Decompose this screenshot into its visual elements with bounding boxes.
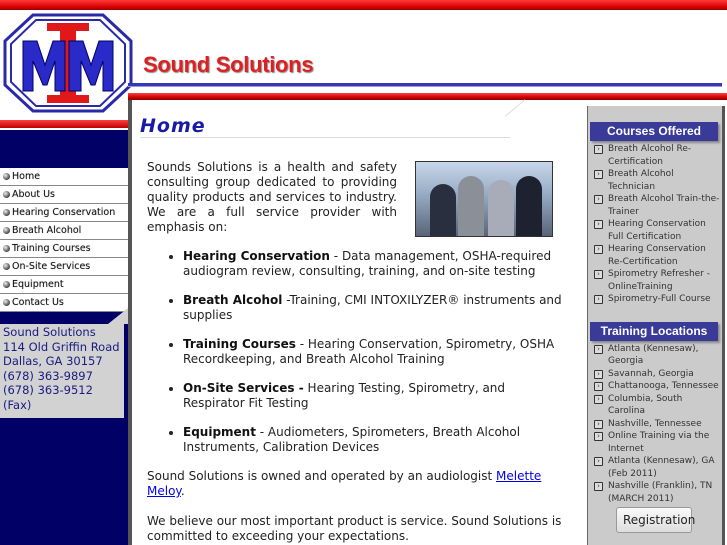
nav-label: On-Site Services [12,261,91,272]
service-item [183,425,565,455]
arrow-icon: › [594,420,603,429]
arrow-icon: › [594,295,603,304]
service-title: Breath Alcohol [183,293,283,307]
arrow-icon: › [594,170,603,179]
service-desc: - Data management, OSHA-required audiogram review, consulting, training, and on-site testing [183,249,552,278]
header-blue-rule [128,83,722,87]
service-item [183,337,565,367]
title-underline [140,137,510,138]
owner-suffix: . [180,484,185,498]
bullet-icon [3,227,10,234]
service-title: Training Courses [183,337,296,351]
nav-item-training-courses[interactable] [0,240,128,258]
owner-text [147,469,565,499]
course-link[interactable] [592,193,722,218]
course-link[interactable] [592,218,722,243]
bullet-icon [3,263,10,270]
contact-address [0,324,124,418]
right-sidebar [587,106,725,545]
arrow-icon: › [594,270,603,279]
service-item [183,249,565,279]
service-title: Hearing Conservation [183,249,330,263]
arrow-icon: › [594,195,603,204]
course-label: Breath Alcohol Re-Certification [608,144,692,167]
header-red-rule [128,93,727,100]
address-line: Sound Solutions [3,325,96,339]
brand-name: Sound Solutions [143,52,314,77]
main-content [147,158,565,544]
service-title: Equipment [183,425,256,439]
bullet-icon [3,173,10,180]
left-sidebar-edge [128,100,132,545]
locations-list [592,343,722,506]
course-link[interactable] [592,143,722,168]
address-line: Dallas, GA 30157 [3,354,103,369]
bullet-icon [3,191,10,198]
service-item [183,293,565,323]
location-label: Nashville (Franklin), TN (MARCH 2011) [608,481,713,504]
location-link[interactable] [592,430,722,455]
arrow-icon: › [594,382,603,391]
course-label: Breath Alcohol Technician [608,169,674,192]
training-locations-heading: Training Locations [590,322,718,341]
team-photo [415,161,553,237]
nav-label: Hearing Conservation [12,207,116,218]
main-nav [0,168,128,312]
location-link[interactable] [592,455,722,480]
course-link[interactable] [592,268,722,293]
location-label: Savannah, Georgia [608,368,694,379]
services-list [147,249,565,455]
service-item [183,381,565,411]
arrow-icon: › [594,145,603,154]
nav-item-hearing-conservation[interactable] [0,204,128,222]
arrow-icon: › [594,370,603,379]
belief-text: We believe our most important product is service. Sound Solutions is committed to exceeding your expectations. [147,514,562,543]
courses-offered-heading: Courses Offered [590,122,718,141]
service-title: On-Site Services - [183,381,304,395]
address-line: 114 Old Griffin Road [3,339,120,354]
bullet-icon [3,281,10,288]
nav-item-equipment[interactable] [0,276,128,294]
fax-label: (Fax) [3,397,32,412]
title-underline-slant [505,99,526,116]
nav-label: Training Courses [12,243,91,254]
nav-label: Equipment [12,279,64,290]
arrow-icon: › [594,220,603,229]
nav-item-home[interactable] [0,168,128,186]
bullet-icon [3,299,10,306]
arrow-icon: › [594,345,603,354]
location-label: Columbia, South Carolina [608,393,683,416]
arrow-icon: › [594,482,603,491]
service-desc: Hearing Testing, Spirometry, and Respirator Fit Testing [183,381,506,410]
service-desc: -Training, CMI INTOXILYZER® instruments and supplies [183,293,562,322]
location-link[interactable] [592,480,722,505]
location-label: Chattanooga, Tennessee [608,381,719,391]
course-label: Spirometry Refresher - OnlineTraining [608,269,710,292]
location-label: Nashville, Tennessee [608,418,702,429]
location-label: Atlanta (Kennesaw), Georgia [608,343,699,366]
phone: (678) 363-9897 [3,368,93,383]
nav-label: Home [12,171,41,182]
address-corner [108,308,128,324]
location-link[interactable] [592,343,722,368]
bullet-icon [3,245,10,252]
nav-label: Contact Us [12,297,64,308]
location-label: Atlanta (Kennesaw), GA (Feb 2011) [608,456,715,479]
arrow-icon: › [594,245,603,254]
nav-label: About Us [12,189,56,200]
location-link[interactable] [592,393,722,418]
location-link[interactable] [592,368,722,381]
nav-item-breath-alcohol[interactable] [0,222,128,240]
arrow-icon: › [594,457,603,466]
intro-text: Sounds Solutions is a health and safety consulting group dedicated to providing quality products and services to industry. We are a full service provider with emphasis on: [147,160,397,234]
nav-label: Breath Alcohol [12,225,82,236]
page-title: Home [140,115,206,137]
owner-link[interactable]: Melette Meloy [147,469,542,498]
location-label: Online Training via the Internet [608,431,710,454]
arrow-icon: › [594,395,603,404]
top-red-bar [0,0,727,10]
owner-prefix: Sound Solutions is owned and operated by an audiologist [147,469,497,483]
course-label: Hearing Conservation Re-Certification [608,244,706,267]
nav-item-on-site-services[interactable] [0,258,128,276]
service-desc: - Hearing Conservation, Spirometry, OSHA Recordkeeping, and Breath Alcohol Training [183,337,555,366]
course-link[interactable] [592,243,722,268]
course-link[interactable] [592,293,722,306]
company-logo[interactable] [3,13,133,113]
bullet-icon [3,209,10,216]
service-desc: - Audiometers, Spirometers, Breath Alcohol Instruments, Calibration Devices [183,425,521,454]
arrow-icon: › [594,432,603,441]
course-label: Hearing Conservation Full Certification [608,219,706,242]
fax: (678) 363-9512 [3,383,93,398]
course-label: Spirometry-Full Course [608,294,711,304]
location-link[interactable] [592,418,722,431]
left-red-rule [0,120,128,128]
registration-button[interactable]: Registration [616,507,692,533]
courses-list [592,143,722,306]
nav-item-about-us[interactable] [0,186,128,204]
location-link[interactable] [592,380,722,393]
course-link[interactable] [592,168,722,193]
course-label: Breath Alcohol Train-the-Trainer [608,194,720,217]
